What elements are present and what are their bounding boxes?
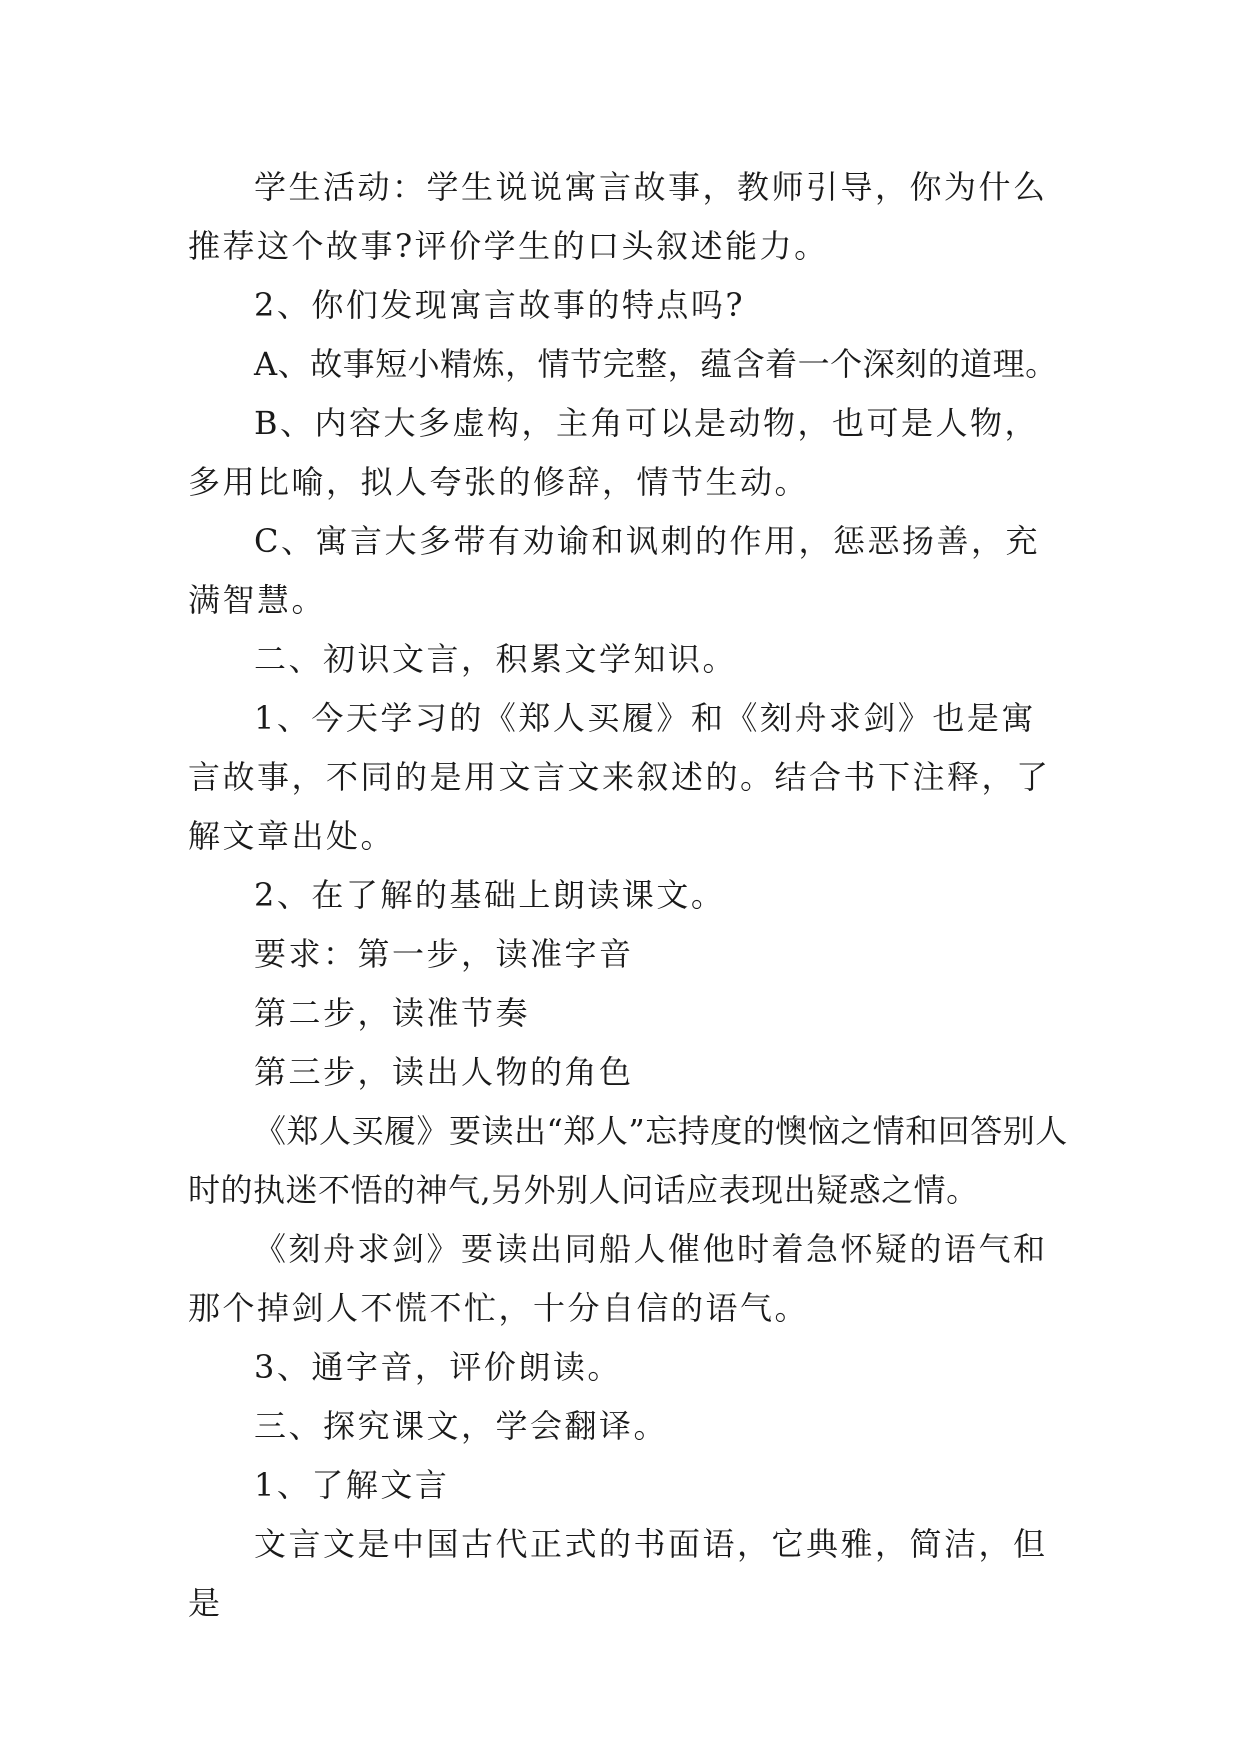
paragraph-classical-definition: 文言文是中国古代正式的书面语，它典雅，简洁，但是 bbox=[188, 1525, 1048, 1622]
paragraph-understand-classical: 1、了解文言 bbox=[254, 1466, 450, 1504]
paragraph-pronunciation: 3、通字音，评价朗读。 bbox=[254, 1348, 622, 1386]
paragraph-step-3: 第三步，读出人物的角色 bbox=[254, 1053, 634, 1091]
section-heading-3: 三、探究课文，学会翻译。 bbox=[254, 1407, 669, 1445]
paragraph-feature-b: B、内容大多虚构，主角可以是动物，也可是人物，多用比喻，拟人夸张的修辞，情节生动。 bbox=[188, 404, 1040, 501]
paragraph-student-activity: 学生活动：学生说说寓言故事，教师引导，你为什么推荐这个故事?评价学生的口头叙述能力。 bbox=[188, 168, 1048, 265]
section-heading-2: 二、初识文言，积累文学知识。 bbox=[254, 640, 738, 678]
paragraph-kezhou-reading: 《刻舟求剑》要读出同船人催他时着急怀疑的语气和那个掉剑人不慌不忙，十分自信的语气。 bbox=[188, 1230, 1048, 1327]
paragraph-feature-c: C、寓言大多带有劝谕和讽刺的作用，惩恶扬善，充满智慧。 bbox=[188, 522, 1040, 619]
paragraph-read-aloud: 2、在了解的基础上朗读课文。 bbox=[254, 876, 726, 914]
paragraph-today-lesson: 1、今天学习的《郑人买履》和《刻舟求剑》也是寓言故事，不同的是用文言文来叙述的。结合书下注释，了解文章出处。 bbox=[188, 699, 1051, 855]
paragraph-zhengren-reading: 《郑人买履》要读出“郑人”忘持度的懊恼之情和回答别人时的执迷不悟的神气,另外别人问话应表现出疑惑之情。 bbox=[188, 1112, 1068, 1209]
paragraph-question-features: 2、你们发现寓言故事的特点吗? bbox=[254, 286, 746, 324]
paragraph-feature-a: A、故事短小精炼，情节完整，蕴含着一个深刻的道理。 bbox=[254, 345, 1058, 383]
paragraph-step-1: 要求：第一步，读准字音 bbox=[254, 935, 634, 973]
body-text bbox=[188, 158, 1068, 1633]
paragraph-step-2: 第二步，读准节奏 bbox=[254, 994, 531, 1032]
